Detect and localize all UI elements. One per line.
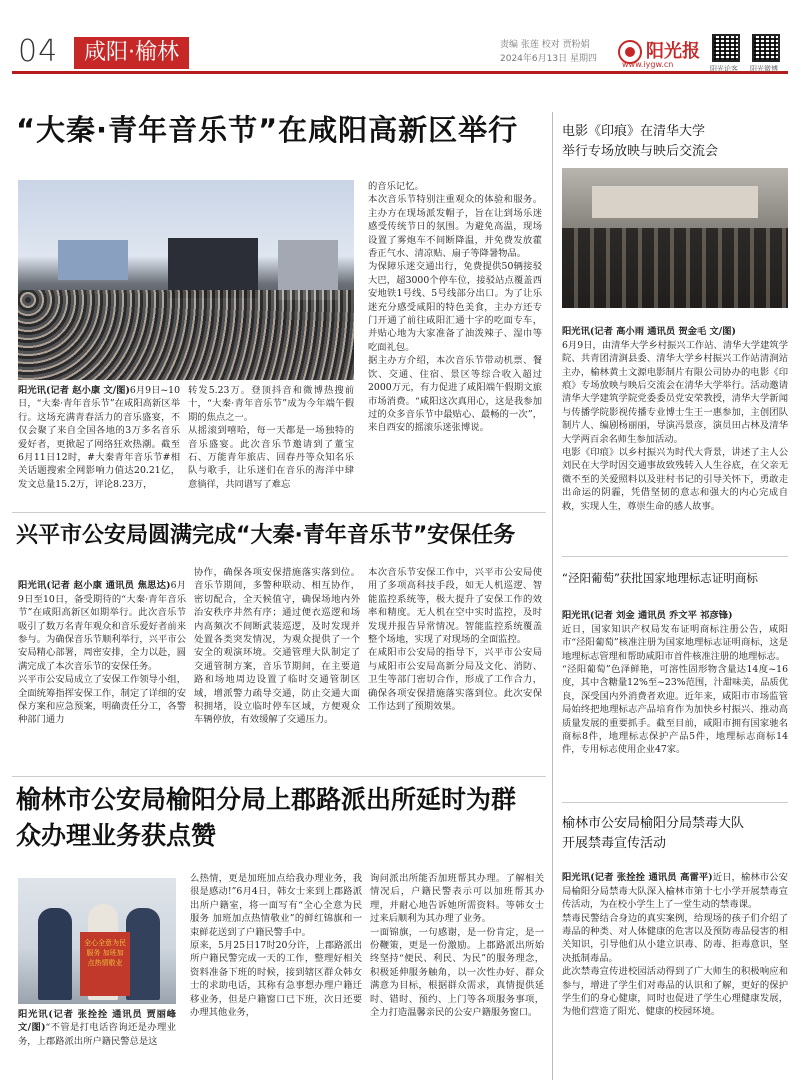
story-divider [12, 512, 546, 513]
story3-col2: 么热情，更是加班加点给我办理业务，我很是感动!”6月4日，韩女士来到上郡路派出所户籍室，将一面写有“全心全意为民服务 加班加点热情敬业”的鲜红锦旗和一束鲜花送到了户籍民警手中。 原来，5月25日17时20分许，上郡路派出所户籍民警完成一天的工作，整理好相关资料准备下班的时候，接到辖区群众韩女士的求助电话，其称有急事想办理户籍迁移业务，但是户籍窗口已下班，次日还要办理其他业务， [190, 873, 362, 1019]
story3-col3: 询问派出所能否加班帮其办理。了解相关情况后，户籍民警表示可以加班帮其办理，并耐心地告诉她所需资料。等韩女士过来后顺利为其办理了业务。 一面锦旗，一句感谢，是一份肯定，是一份鞭策，更是一份激励。上郡路派出所始终坚持“便民、利民、为民”的服务理念，积极延伸服务触角，以一次性办好、群众满意为目标，根据群众需求，真情提供延时、错时、预约、上门等各项服务事项，全力打造温馨亲民的公安户籍服务窗口。 [370, 873, 544, 1019]
qr-code-icon[interactable] [712, 34, 740, 62]
sidebar2-headline: “泾阳葡萄”获批国家地理标志证明商标 [562, 571, 758, 585]
qr-code-icon[interactable] [752, 34, 780, 62]
brand-url: www.iygw.cn [622, 60, 674, 69]
byline: 阳光讯(记者 张拴拴 通讯员 高雷平) [562, 872, 713, 884]
story2-col2: 协作，确保各项安保措施落实落到位。音乐节期间，多警种联动、相互协作，密切配合，全天候值守，确保场地内外治安秩序井然有序；通过便衣巡逻和场内高频次不间断武装巡逻，及时发现并处置各类突发情况，为观众提供了一个安全的观演环境。交通管理大队制定了交通管制方案，音乐节期间，在主要道路和场地周边设置了临时交通管制区域，增派警力疏导交通，防止交通大面积拥堵，设立临时停车区域，方便观众车辆停放，有效缓解了交通压力。 [194, 567, 360, 726]
screening-photo [562, 168, 788, 308]
qr-caption: 阳光微博 [750, 65, 778, 73]
story1-col1: 阳光讯(记者 赵小康 文/图)6月9日~10日，“大秦·青年音乐节”在咸阳高新区举行。这场充满青春活力的音乐盛宴，不仅会聚了来自全国各地的3万多名音乐爱好者，更掀起了网络狂欢热潮。截至6月11日12时，#大秦青年音乐节#相关话题搜索全网影响力值达20.21亿，发文总量15.2万，评论8.23万， [18, 385, 180, 490]
editor-line: 责编 张莲 校对 贾粉娟 [500, 40, 590, 50]
story1-col2: 转发5.23万。登顶抖音和微博热搜前十，“大秦·青年音乐节”成为今年端午假期的焦点之一。 从摇滚到嘻哈，每一天都是一场独特的音乐盛宴。此次音乐节邀请到了董宝石、万能青年旅店、回春丹等众知名乐队与歌手，让乐迷们在音乐的海洋中肆意徜徉，共同谱写了难忘 [188, 385, 354, 490]
story2-headline: 兴平市公安局圆满完成“大秦·青年音乐节”安保任务 [16, 523, 516, 548]
concert-photo [18, 180, 354, 380]
story3-col1: 阳光讯(记者 张拴拴 通讯员 贾丽峰 文/图)“不管是打电话咨询还是办理业务，上郡路派出所户籍民警总是这 [18, 1009, 176, 1047]
section-tag: 咸阳·榆林 [74, 37, 189, 69]
story3-headline: 榆林市公安局榆阳分局上郡路派出所延时为群众办理业务获点赞 [16, 785, 517, 850]
sidebar1-headline: 电影《印痕》在清华大学 举行专场放映与映后交流会 [562, 124, 719, 159]
story1-col3: 的音乐记忆。 本次音乐节特别注重观众的体验和服务。主办方在现场派发帽子，旨在让到场乐迷感受传统节日的氛围。为避免高温，现场设置了雾炮车不间断降温，并免费发放藿香正气水、清凉贴、扇子等降暑物品。 为保障乐迷交通出行，免费提供50辆接驳大巴，超3000个停车位，接驳站点覆盖西安地铁1号线、5号线部分出口。为了让乐迷充分感受咸阳的特色美食，主办方还专门开通了前往咸阳汇通十字的吃面专车，并贴心地为大家准备了油泼辣子、湿巾等吃面礼包。 据主办方介绍，本次音乐节带动机票、餐饮、交通、住宿、景区等综合收入超过2000万元，有力促进了咸阳端午假期文旅市场消费。“咸阳这次真用心，这是我参加过的众多音乐节中最贴心、最畅的一次”，来自西安的摇滚乐迷张博说。 [368, 181, 542, 434]
brand-name: 阳光报 [646, 41, 700, 62]
qr-caption: 阳光论客 [710, 65, 738, 73]
edit-info [500, 38, 597, 66]
column-divider [552, 112, 553, 1080]
story-divider [12, 776, 546, 777]
story-divider [562, 556, 788, 557]
sidebar2-body: 阳光讯(记者 刘金 通讯员 乔文平 祁彦锋) 近日，国家知识产权局发布证明商标注册公告，咸阳市“泾阳葡萄”核准注册为国家地理标志证明商标，这是地理标志管理和帮助咸阳市首件核准注册的地理标志。 “泾阳葡萄”色泽鲜艳，可溶性固形物含量达14度~16度，其中含糖量12%至~23%范围，汁甜味美，品质优良，深受国内外消费者欢迎。近年来，咸阳市市场监管局始终把地理标志产品培育作为加快乡村振兴、推动高质量发展的重要抓手。截至目前，咸阳市拥有国家驰名商标8件，地理标志保护产品5件，地理标志商标14件，专用标志使用企业47家。 [562, 610, 788, 756]
byline: 阳光讯(记者 刘金 通讯员 乔文平 祁彦锋) [562, 610, 733, 622]
byline: 阳光讯(记者 赵小康 文/图) [18, 385, 130, 396]
police-photo [18, 878, 176, 1004]
sidebar3-body: 阳光讯(记者 张拴拴 通讯员 高雷平)近日，榆林市公安局榆阳分局禁毒大队深入榆林市第十七小学开展禁毒宣传活动，为在校小学生上了一堂生动的禁毒课。 禁毒民警结合身边的真实案例，给现场的孩子们介绍了毒品的种类、对人体健康的危害以及预防毒品侵害的相关知识，引导他们从小建立识毒、防毒、拒毒意识，坚决抵制毒品。 此次禁毒宣传进校园活动得到了广大师生的积极响应和参与，增进了学生们对毒品的认识和了解，更好的保护学生们的身心健康，同时也促进了学生心理健康发展，为他们营造了阳光、健康的校园环境。 [562, 872, 788, 1018]
story-divider [562, 802, 788, 803]
date-line: 2024年6月13日 星期四 [500, 54, 597, 64]
byline: 阳光讯(记者 赵小康 通讯员 焦思达) [18, 580, 171, 592]
story2-col3: 本次音乐节安保工作中，兴平市公安局使用了多项高科技手段，如无人机巡逻、智能监控系统等，极大提升了安保工作的效率和精度。无人机在空中实时监控，及时发现并报告异常情况。智能监控系统覆盖整个场地，实现了对现场的全面监控。 在咸阳市公安局的指导下，兴平市公安局与咸阳市公安局高新分局及文化、消防、卫生等部门密切合作，形成了工作合力，确保各项安保措施落实落到位。此次安保工作达到了预期效果。 [368, 567, 542, 713]
sidebar3-headline: 榆林市公安局榆阳分局禁毒大队 开展禁毒宣传活动 [562, 816, 745, 851]
sidebar1-body: 阳光讯(记者 高小雨 通讯员 贺金毛 文/图) 6月9日，由清华大学乡村振兴工作站、清华大学建筑学院、共青团清涧县委、清华大学乡村振兴工作站清涧站主办，榆林黄土文源电影制片有限公司协办的电影《印痕》专场放映与映后交流会在清华大学举行。活动邀请清华大学建筑学院党委委员党安荣教授，清华大学新闻与传播学院影视传播专业博士生王一惠参加，主创团队制片人、编剧杨丽丽，导演冯景彦，演员田占林及清华大学两百余名师生参加活动。 电影《印痕》以乡村振兴为时代大背景，讲述了主人公刘民在大学时因交通事故致残转入人生谷底，在父亲无微不至的关爱照料以及驻村书记的引导关怀下，勇敢走出命运的阴霾，凭借坚韧的意志和强大的内心完成自救，实现人生，尊崇生命的感人故事。 [562, 326, 788, 512]
page-number: 04 [18, 34, 59, 69]
brand [618, 36, 704, 72]
story2-col1: 阳光讯(记者 赵小康 通讯员 焦思达)6月9日至10日，备受期待的“大秦·青年音乐节”在咸阳高新区如期举行。此次音乐节吸引了数万名青年观众和音乐爱好者前来参与。为确保音乐节顺利举行，兴平市公安局精心部署，周密安排，全力以赴，圆满完成了本次音乐节的安保任务。 兴平市公安局成立了安保工作领导小组，全面统筹指挥安保工作，制定了详细的安保方案和应急预案，明确责任分工，各警种部门通力 [18, 580, 186, 726]
story1-headline: “大秦·青年音乐节”在咸阳高新区举行 [16, 113, 519, 147]
silk-banner: 全心全意为民服务 加班加点热情敬业 [80, 932, 130, 996]
byline: 阳光讯(记者 高小雨 通讯员 贺金毛 文/图) [562, 326, 736, 338]
photo-caption: 阳光讯(记者 张拴拴 通讯员 贾丽峰 文/图) [18, 1009, 176, 1034]
masthead [12, 34, 788, 74]
